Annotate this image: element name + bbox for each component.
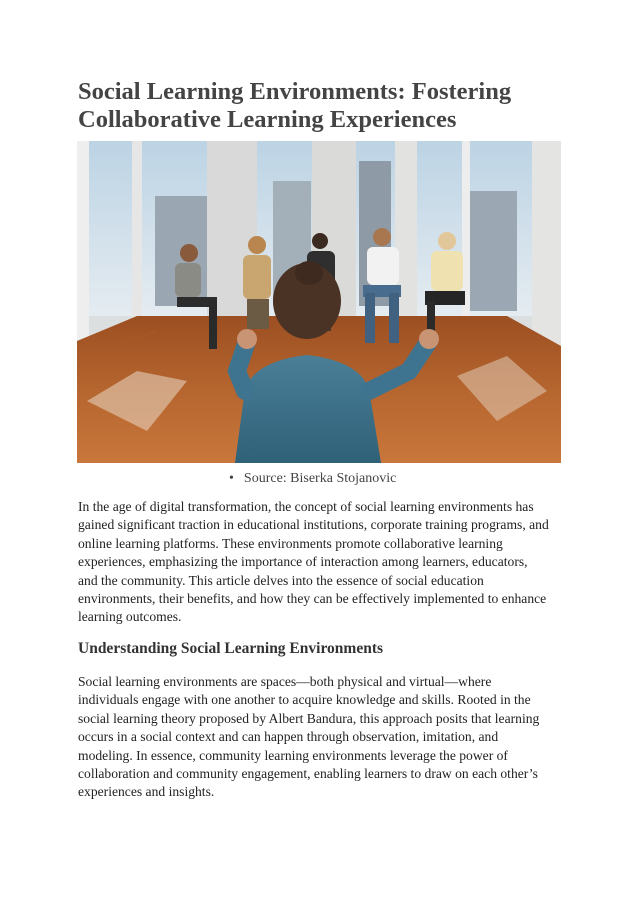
image-caption [229, 471, 396, 487]
intro-line: learning outcomes. [78, 609, 182, 625]
section-line: experiences and insights. [78, 784, 215, 800]
bullet-icon: • [229, 471, 234, 486]
section-heading: Understanding Social Learning Environments [78, 640, 384, 657]
title-line-1: Social Learning Environments: Fostering [78, 78, 512, 105]
intro-line: In the age of digital transformation, the concept of social learning environments has [78, 499, 534, 514]
intro-paragraph [78, 498, 566, 627]
caption-text: Source: Biserka Stojanovic [243, 471, 397, 486]
section-line: Social learning environments are spaces—both physical and virtual—where [78, 674, 492, 689]
section-line: modeling. In essence, community learning environments leverage the power of [78, 747, 508, 763]
intro-line: environments, their benefits, and how they can be effectively implemented to enhance [78, 591, 547, 607]
section-line: individuals engage with one another to acquire knowledge and skills. Rooted in the [78, 692, 531, 708]
article-title [78, 78, 578, 134]
classroom-discussion-image [77, 141, 561, 463]
intro-line: online learning platforms. These environments promote collaborative learning [78, 535, 503, 551]
section-paragraph [78, 673, 566, 802]
section-line: collaboration and community engagement, enabling learners to draw on each other’s [78, 766, 538, 782]
article-photo [77, 141, 561, 463]
section-line: occurs in a social context and can happen through observation, imitation, and [78, 729, 499, 745]
intro-line: gained significant traction in educational institutions, corporate training programs, and [78, 517, 549, 533]
intro-line: and the community. This article delves into the essence of social education [78, 572, 484, 588]
intro-line: experiences, emphasizing the importance of interaction among learners, educators, [78, 554, 528, 570]
title-line-2: Collaborative Learning Experiences [78, 106, 457, 133]
section-line: social learning theory proposed by Albert Bandura, this approach posits that learning [78, 710, 540, 726]
